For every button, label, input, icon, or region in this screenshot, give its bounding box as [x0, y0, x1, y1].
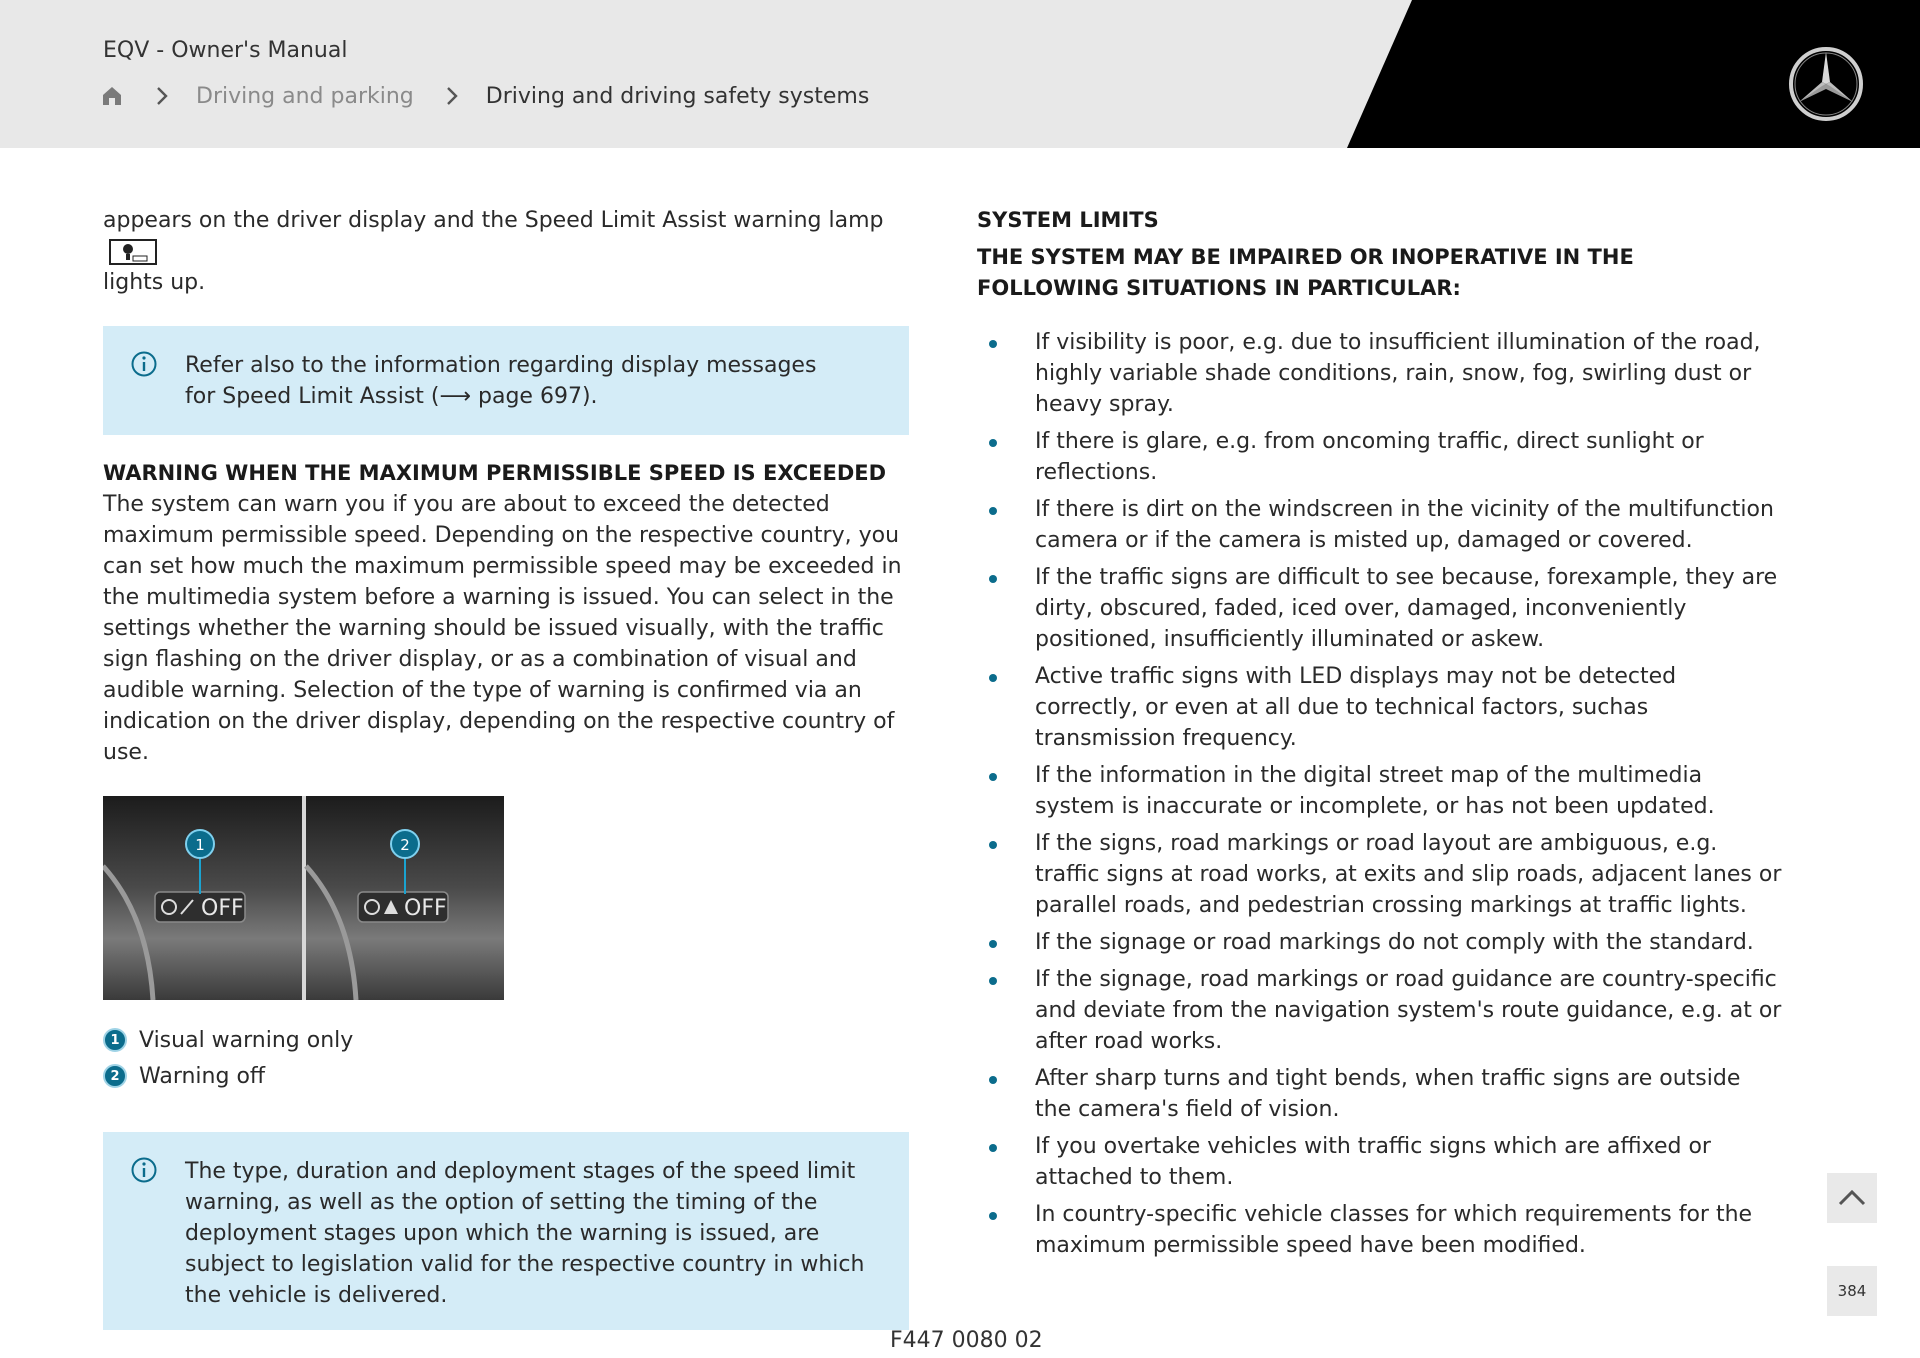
breadcrumb-item-current: Driving and driving safety systems — [485, 83, 870, 109]
legend-number: 1 — [103, 1028, 127, 1052]
star-logo-icon — [1786, 44, 1866, 124]
info-icon — [130, 1156, 158, 1184]
intro-text: appears on the driver display and the Speed Limit Assist warning lamp — [103, 208, 884, 233]
system-limits-heading: SYSTEM LIMITS — [977, 208, 1159, 232]
info-box-display-messages — [103, 326, 909, 435]
list-item: If the signage, road markings or road guidance are country-specific and deviate from the navigation system's route guidance, e.g. at or after road works. — [977, 964, 1783, 1057]
list-item: If there is glare, e.g. from oncoming traffic, direct sunlight or reflections. — [977, 426, 1783, 488]
intro-paragraph — [103, 205, 909, 298]
scroll-to-top-button[interactable] — [1827, 1173, 1877, 1223]
legend-number: 2 — [103, 1064, 127, 1088]
info-icon — [130, 350, 158, 378]
list-item: If the signs, road markings or road layout are ambiguous, e.g. traffic signs at road works, at exits and slip roads, adjacent lanes or parallel roads, and pedestrian crossing markings at traffic lights. — [977, 828, 1783, 921]
legend-text: Warning off — [139, 1063, 266, 1089]
situations-heading: THE SYSTEM MAY BE IMPAIRED OR INOPERATIVE IN THE FOLLOWING SITUATIONS IN PARTICULAR: — [977, 245, 1634, 300]
manual-title: EQV - Owner's Manual — [103, 38, 348, 63]
legend-item — [103, 1058, 909, 1094]
legend-text: Visual warning only — [139, 1027, 354, 1053]
off-label-2: OFF — [404, 896, 447, 921]
callout-1: 1 — [195, 836, 205, 854]
intro-text-end: lights up. — [103, 270, 206, 295]
warning-heading: WARNING WHEN THE MAXIMUM PERMISSIBLE SPEED IS EXCEEDED — [103, 461, 887, 485]
figure-code: F447 0080 02 — [890, 1328, 1043, 1353]
chevron-up-icon — [1827, 1173, 1877, 1223]
list-item: If the traffic signs are difficult to see because, forexample, they are dirty, obscured, faded, iced over, damaged, inconveniently positioned, insufficiently illuminated or askew. — [977, 562, 1783, 655]
page-header — [0, 0, 1920, 148]
list-item: If visibility is poor, e.g. due to insufficient illumination of the road, highly variable shade conditions, rain, snow, fog, swirling dust or heavy spray. — [977, 327, 1783, 420]
breadcrumb-item-driving-and-parking[interactable]: Driving and parking — [196, 83, 414, 109]
left-column — [103, 205, 909, 1330]
legend-item — [103, 1022, 909, 1058]
home-icon[interactable] — [100, 84, 124, 108]
list-item: If there is dirt on the windscreen in the vicinity of the multifunction camera or if the camera is misted up, damaged or covered. — [977, 494, 1783, 556]
list-item: If the signage or road markings do not comply with the standard. — [977, 927, 1783, 958]
callout-2: 2 — [400, 836, 410, 854]
driver-display-image — [103, 796, 504, 1000]
list-item: If the information in the digital street map of the multimedia system is inaccurate or incomplete, or has not been updated. — [977, 760, 1783, 822]
list-item: In country-specific vehicle classes for which requirements for the maximum permissible speed have been modified. — [977, 1199, 1783, 1261]
info-text-display-messages: Refer also to the information regarding display messages for Speed Limit Assist (⟶ page 697). — [185, 353, 817, 409]
warning-body: The system can warn you if you are about to exceed the detected maximum permissible speed. Depending on the respective country, you can set how much the maximum permissible speed may be exceeded in the multimedia system before a warning is issued. You can select in the settings whether the warning should be issued visually, with the traffic sign flashing on the driver display, or as a combination of visual and audible warning. Selection of the type of warning is confirmed via an indication on the driver display, depending on the respective country of use. — [103, 492, 902, 765]
info-text-legislation: The type, duration and deployment stages of the speed limit warning, as well as the option of setting the timing of the deployment stages upon which the warning is issued, are subject to legislation valid for the respective country in which the vehicle is delivered. — [185, 1159, 865, 1308]
driver-display-figure — [103, 796, 909, 1000]
right-column — [977, 205, 1783, 1267]
page-number-button[interactable]: 384 — [1827, 1266, 1877, 1316]
list-item: Active traffic signs with LED displays may not be detected correctly, or even at all due to technical factors, suchas transmission frequency. — [977, 661, 1783, 754]
speed-limit-assist-lamp-icon — [109, 239, 157, 265]
chevron-right-icon — [440, 84, 464, 108]
breadcrumb — [100, 80, 869, 112]
chevron-right-icon — [150, 84, 174, 108]
limitations-list — [977, 327, 1783, 1261]
figure-legend — [103, 1022, 909, 1094]
off-label-1: OFF — [201, 896, 244, 921]
list-item: After sharp turns and tight bends, when traffic signs are outside the camera's field of vision. — [977, 1063, 1783, 1125]
info-box-legislation — [103, 1132, 909, 1330]
list-item: If you overtake vehicles with traffic signs which are affixed or attached to them. — [977, 1131, 1783, 1193]
